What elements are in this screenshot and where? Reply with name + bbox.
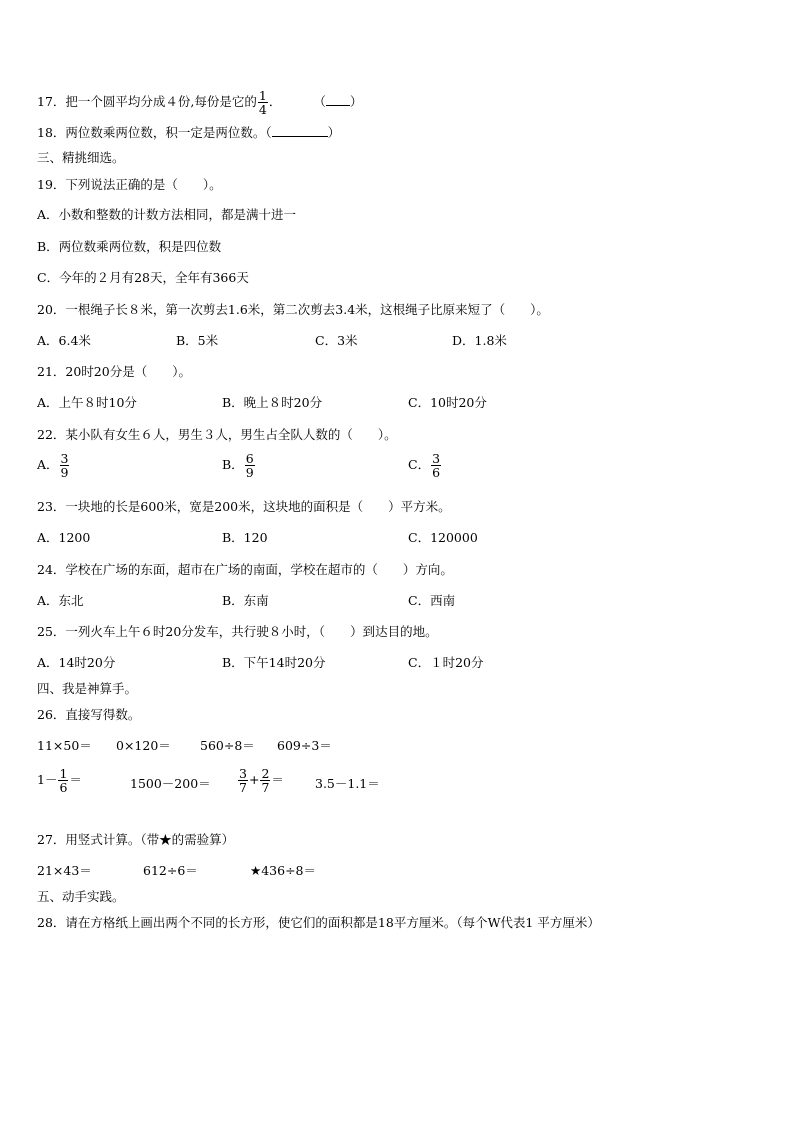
q21-stem: 21．20时20分是（ ）。	[37, 364, 191, 379]
q20-option-d[interactable]: D．1.8米	[452, 333, 507, 348]
q17-paren-right: ）	[349, 94, 363, 109]
q17-frac-den: 4	[258, 102, 267, 117]
q20-option-b[interactable]: B．5米	[176, 333, 219, 348]
q25-stem: 25．一列火车上午６时20分发车，共行驶８小时，（ ）到达目的地。	[37, 624, 438, 639]
q22-a-fraction	[60, 452, 70, 479]
q27-stem: 27．用竖式计算。（带★的需验算）	[37, 832, 235, 847]
q26-e7-den-2: 7	[261, 780, 270, 795]
q27-expr-3: ★436÷8＝	[250, 863, 316, 878]
q18-paren-right: ）	[327, 125, 341, 140]
q24-option-b[interactable]: B．东南	[222, 593, 269, 608]
q22-option-c[interactable]	[408, 452, 442, 479]
q26-e7-fraction-1	[238, 767, 248, 794]
q20-option-c[interactable]: C．3米	[315, 333, 358, 348]
q26-e5-pre: 1－	[37, 772, 58, 787]
q25-option-a[interactable]: A．14时20分	[37, 655, 116, 670]
q17-paren-left: （	[313, 94, 326, 109]
q26-e7-num-1: 3	[239, 766, 247, 781]
q22-a-num: 3	[60, 451, 69, 466]
q19-option-a[interactable]: A．小数和整数的计数方法相同，都是满十进一	[37, 207, 297, 222]
q22-b-fraction	[245, 452, 255, 479]
q22-a-label: A．	[37, 457, 59, 472]
q23-option-b[interactable]: B．120	[222, 530, 268, 545]
q22-a-den: 9	[60, 465, 69, 480]
section-4-title: 四、我是神算手。	[37, 681, 138, 696]
q22-c-den: 6	[432, 465, 441, 480]
q18-text: 18．两位数乘两位数，积一定是两位数。（	[37, 125, 272, 140]
q22-stem: 22．某小队有女生６人，男生３人，男生占全队人数的（ ）。	[37, 427, 397, 442]
q25-option-c[interactable]: C．１时20分	[408, 655, 484, 670]
q22-c-num: 3	[432, 451, 441, 466]
q18-answer-blank[interactable]	[272, 124, 328, 137]
q20-option-a[interactable]: A．6.4米	[37, 333, 91, 348]
q17-tail: ．	[268, 94, 282, 109]
q26-expr-3: 560÷8＝	[200, 738, 255, 753]
q22-b-den: 9	[245, 465, 254, 480]
q26-e7-den-1: 7	[239, 780, 247, 795]
q22-c-label: C．	[408, 457, 431, 472]
q23-option-c[interactable]: C．120000	[408, 530, 478, 545]
q26-expr-5	[37, 767, 82, 794]
q26-e7-fraction-2	[260, 767, 270, 794]
q26-e7-num-2: 2	[261, 766, 270, 781]
q26-expr-7	[237, 767, 284, 794]
q26-expr-6: 1500－200＝	[130, 776, 211, 791]
q23-stem: 23．一块地的长是600米，宽是200米，这块地的面积是（ ）平方米。	[37, 499, 451, 514]
q26-e7-post: ＝	[271, 772, 284, 787]
q19-option-b[interactable]: B．两位数乘两位数，积是四位数	[37, 239, 222, 254]
q22-b-num: 6	[245, 451, 254, 466]
q27-expr-1: 21×43＝	[37, 863, 92, 878]
question-18	[37, 124, 340, 141]
q26-e7-plus: +	[248, 772, 260, 787]
q17-text: 17．把一个圆平均分成４份,每份是它的	[37, 94, 257, 109]
q20-stem: 20．一根绳子长８米，第一次剪去1.6米，第二次剪去3.4米，这根绳子比原来短了（ ）。	[37, 302, 549, 317]
q24-stem: 24．学校在广场的东面，超市在广场的南面，学校在超市的（ ）方向。	[37, 562, 453, 577]
q26-e5-num: 1	[59, 766, 68, 781]
question-17	[37, 89, 362, 116]
q19-stem: 19．下列说法正确的是（ ）。	[37, 177, 222, 192]
q24-option-a[interactable]: A．东北	[37, 593, 84, 608]
q21-option-a[interactable]: A．上午８时10分	[37, 395, 137, 410]
q21-option-c[interactable]: C．10时20分	[408, 395, 487, 410]
q21-option-b[interactable]: B．晚上８时20分	[222, 395, 323, 410]
q24-option-c[interactable]: C．西南	[408, 593, 456, 608]
q26-e5-den: 6	[59, 780, 68, 795]
q22-c-fraction	[431, 452, 441, 479]
q22-b-label: B．	[222, 457, 244, 472]
q26-expr-8: 3.5－1.1＝	[315, 776, 380, 791]
q19-option-c[interactable]: C．今年的２月有28天，全年有366天	[37, 270, 249, 285]
q22-option-a[interactable]	[37, 452, 70, 479]
q17-fraction	[258, 89, 268, 116]
q26-expr-1: 11×50＝	[37, 738, 92, 753]
q26-expr-2: 0×120＝	[116, 738, 171, 753]
q22-option-b[interactable]	[222, 452, 256, 479]
q17-answer-blank[interactable]	[326, 93, 350, 106]
q17-frac-num: 1	[258, 88, 267, 103]
q25-option-b[interactable]: B．下午14时20分	[222, 655, 326, 670]
q26-stem: 26．直接写得数。	[37, 707, 141, 722]
q27-expr-2: 612÷6＝	[143, 863, 198, 878]
q28-text: 28．请在方格纸上画出两个不同的长方形，使它们的面积都是18平方厘米。（每个W代表1 平方厘米）	[37, 915, 600, 930]
section-5-title: 五、动手实践。	[37, 889, 125, 904]
q26-e5-post: ＝	[69, 772, 82, 787]
section-3-title: 三、精挑细选。	[37, 150, 125, 165]
q26-expr-4: 609÷3＝	[277, 738, 332, 753]
q26-e5-fraction	[58, 767, 68, 794]
q23-option-a[interactable]: A．1200	[37, 530, 91, 545]
